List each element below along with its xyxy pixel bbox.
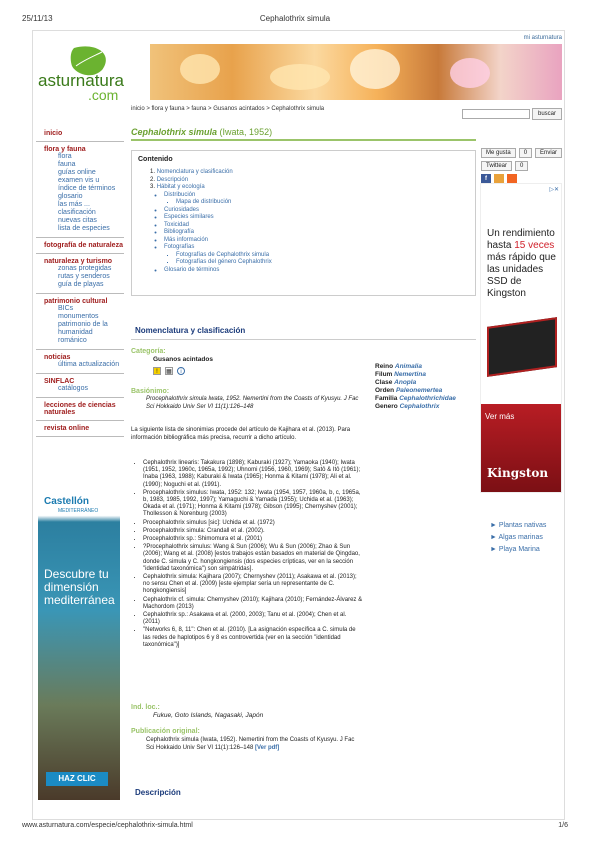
right-link[interactable]: ► Playa Marina xyxy=(490,546,540,553)
sidebar-item[interactable]: última actualización xyxy=(58,361,120,368)
ad-more-link[interactable]: Ver más xyxy=(485,412,515,421)
sidebar-item[interactable]: guías online xyxy=(58,169,96,176)
toc-link[interactable]: Distribución xyxy=(164,191,196,198)
sidebar-item[interactable]: flora xyxy=(58,153,72,160)
photo-icon[interactable]: ▦ xyxy=(166,369,172,375)
sidebar-section-flora xyxy=(36,142,124,238)
sidebar-item[interactable]: rutas y senderos xyxy=(58,273,110,280)
sidebar-section-lecciones[interactable] xyxy=(36,398,124,421)
toc-link[interactable]: Más información xyxy=(164,236,209,243)
synonyms-intro: La siguiente lista de sinonimias procede del artículo de Kajihara et al. (2013). Para información bibliográfica más precisa, recurrir a dicho artículo. xyxy=(131,427,351,441)
print-title: Cephalothrix simula xyxy=(259,14,331,23)
sidebar-section-revista[interactable] xyxy=(36,421,124,437)
sidebar-head[interactable]: inicio xyxy=(44,130,63,137)
facebook-icon[interactable]: f xyxy=(481,174,491,184)
toc-link[interactable]: Fotografías del género Cephalothrix xyxy=(176,259,272,265)
species-author: (Iwata, 1952) xyxy=(219,127,273,137)
print-header xyxy=(22,14,568,23)
list-item: • Cephalothrix simula: Kajihara (2007); Chernyshev (2011); Asakawa et al. (2013); no sensu Chen et al. (2009) [este ejemplar sería un representante de C. hongkongiensis] xyxy=(143,574,363,596)
sidebar-item[interactable]: fauna xyxy=(58,161,76,168)
ad-text: Un rendimiento hasta 15 veces más rápido que las unidades SSD de Kingston xyxy=(487,228,556,299)
toc-link[interactable]: Mapa de distribución xyxy=(176,199,232,205)
sidebar-item[interactable]: románico xyxy=(58,337,87,344)
toc-link[interactable]: Fotografías de Cephalothrix simula xyxy=(176,251,270,258)
ind-loc-label: Ind. loc.: xyxy=(131,704,160,711)
print-date: 25/11/13 xyxy=(22,14,53,23)
toc-number: 2. xyxy=(150,176,156,183)
kingston-ad[interactable] xyxy=(480,183,562,493)
info-icon[interactable]: ! xyxy=(153,367,161,375)
sidebar-section-sinflac xyxy=(36,374,124,398)
sidebar-head[interactable]: lecciones de ciencias naturales xyxy=(44,402,116,416)
sidebar-item[interactable]: clasificación xyxy=(58,209,96,216)
toc-number: 1. xyxy=(150,169,156,175)
ad-headline: Descubre tu dimensión mediterránea xyxy=(44,567,115,607)
ad-brand-sub: MEDITERRÁNEO xyxy=(58,508,99,514)
basionimo-label: Basiónimo: xyxy=(131,388,170,395)
tweet-count: 0 xyxy=(515,161,528,171)
svg-text:.com: .com xyxy=(88,87,119,103)
header-banner xyxy=(150,44,562,100)
list-item: • Procephalothrix simula: Crandall et al. (2002). xyxy=(143,528,363,535)
list-item: • Cephalothrix cf. simula: Chernyshev (2010); Kajihara (2010); Fernández-Álvarez & Machordom (2013) xyxy=(143,597,363,611)
sidebar-section-inicio[interactable] xyxy=(36,126,124,142)
sidebar-item[interactable]: BICs xyxy=(58,305,74,312)
kingston-logo: Kingston xyxy=(487,466,549,480)
sidebar-item[interactable]: lista de especies xyxy=(58,225,110,232)
site-logo[interactable] xyxy=(36,44,146,104)
section-heading-nomenclatura: Nomenclatura y clasificación xyxy=(135,326,246,335)
sidebar-item[interactable]: glosario xyxy=(58,193,83,200)
publicacion-label: Publicación original: xyxy=(131,728,200,735)
sidebar-head[interactable]: patrimonio cultural xyxy=(44,298,108,305)
toc-heading: Contenido xyxy=(138,156,173,163)
leaf-icon xyxy=(36,44,146,104)
synonym-list xyxy=(143,460,363,650)
sidebar-head[interactable]: naturaleza y turismo xyxy=(44,258,113,265)
sidebar-head[interactable]: flora y fauna xyxy=(44,146,86,153)
svg-text:asturnatura: asturnatura xyxy=(38,71,124,90)
list-item: • Procephalothrix sp.: Shimomura et al. (2001) xyxy=(143,536,363,543)
taxon-link[interactable]: Cephalothrichidae xyxy=(399,395,456,402)
right-link[interactable]: ► Plantas nativas xyxy=(490,522,547,529)
pdf-link[interactable]: [Ver pdf] xyxy=(254,744,280,751)
sidebar-section-turismo xyxy=(36,254,124,294)
toc-number: 3. xyxy=(150,184,156,190)
toc-link[interactable]: Curiosidades xyxy=(164,206,200,213)
globe-icon[interactable]: i xyxy=(177,367,185,375)
sidebar-section-patrimonio xyxy=(36,294,124,350)
list-item: • "Networks 6, 8, 11": Chen et al. (2010). [La asignación específica a C. simula de las redes de haplotipos 6 y 8 es controvertida (ver en la sección "identidad taxonómica")] xyxy=(143,627,363,649)
sidebar-item[interactable]: guía de playas xyxy=(58,281,104,288)
right-links xyxy=(490,520,546,556)
sidebar-head[interactable]: fotografía de naturaleza xyxy=(44,242,123,249)
list-item: • ?Procephalothrix simulus: Wang & Sun (2006); Wu & Sun (2006); Zhao & Sun (2006); Wang et al. (2008) [estos trabajos están basados en material de Qingdao, donde C. simula y C. hongkongiensis (dos especies crípticas, ver en la sección "identidad taxonómica") son simpátridas]. xyxy=(143,544,363,573)
ssd-image xyxy=(487,317,557,377)
toc-link[interactable]: Hábitat y ecología xyxy=(156,184,205,190)
taxon-link[interactable]: Anopla xyxy=(394,379,417,386)
sidebar-item[interactable]: monumentos xyxy=(58,313,99,320)
taxon-link[interactable]: Animalia xyxy=(394,363,422,370)
taxonomy-block: Reino Animalia Filum Nemertina Clase Anopla Orden Paleonemertea Familia Cephalothrichidae Genero Cephalothrix xyxy=(375,363,456,410)
toc-link[interactable]: Especies similares xyxy=(164,214,214,220)
tweet-button[interactable]: Twittear xyxy=(481,161,512,171)
like-count: 0 xyxy=(519,148,532,158)
ind-loc-value: Fukue, Goto Islands, Nagasaki, Japón xyxy=(153,712,264,719)
categoria-value[interactable]: Gusanos acintados xyxy=(153,356,213,363)
toc-link[interactable]: Glosario de términos xyxy=(164,266,220,273)
print-url: www.asturnatura.com/especie/cephalothrix-simula.html xyxy=(22,822,193,829)
page-title xyxy=(131,127,476,141)
categoria-label: Categoría: xyxy=(131,348,166,355)
toc-link[interactable]: Bibliografía xyxy=(164,229,195,235)
print-footer xyxy=(22,822,568,829)
send-button[interactable]: Enviar xyxy=(535,148,562,158)
search-input[interactable] xyxy=(462,109,530,119)
castellon-ad[interactable] xyxy=(38,484,120,800)
taxon-link[interactable]: Nemertina xyxy=(394,371,426,378)
sidebar-item[interactable]: examen vis u xyxy=(58,177,100,184)
sidebar-item[interactable]: patrimonio de la humanidad xyxy=(58,321,108,336)
toc-link[interactable]: Toxicidad xyxy=(164,221,190,228)
sidebar-nav xyxy=(36,126,124,437)
taxon-link[interactable]: Paleonemertea xyxy=(395,387,443,394)
table-of-contents xyxy=(131,150,476,296)
toc-link[interactable]: Fotografías xyxy=(164,244,195,250)
list-item: • Procephalothrix simulus [sic]: Uchida et al. (1972) xyxy=(143,520,363,527)
taxon-link[interactable]: Cephalothrix xyxy=(399,403,440,410)
adchoices-icon[interactable]: ▷✕ xyxy=(549,187,559,193)
basionimo-text: Procephalothrix simula Iwata, 1952. Nemertini from the Coasts of Kyusyu. J Fac Sci Hokkaido Univ Ser VI 11(1):126–148 xyxy=(146,396,359,410)
sidebar-head[interactable]: SINFLAC xyxy=(44,378,75,385)
ad-brand: Castellón xyxy=(44,496,90,507)
section-heading-descripcion: Descripción xyxy=(135,788,181,797)
publicacion-text: Cephalothrix simula (Iwata, 1952). Nemertini from the Coasts of Kyusyu. J Fac Sci Hokkaido Univ Ser VI 11(1):126–148 [Ver pdf] xyxy=(146,737,355,751)
sidebar-item[interactable]: catálogos xyxy=(58,385,88,392)
list-item: • Cephalothrix sp.: Asakawa et al. (2000, 2003); Tanu et al. (2004); Chen et al. (2011) xyxy=(143,612,363,626)
species-name: Cephalothrix simula xyxy=(131,127,218,137)
sidebar-head[interactable]: noticias xyxy=(44,354,71,361)
sidebar-item[interactable]: índice de términos xyxy=(58,185,116,192)
toc-link[interactable]: Descripción xyxy=(156,176,189,183)
search-button[interactable]: buscar xyxy=(532,108,562,120)
sidebar-section-foto[interactable] xyxy=(36,238,124,254)
divider xyxy=(131,339,476,340)
breadcrumb[interactable]: inicio > flora y fauna > fauna > Gusanos acintados > Cephalothrix simula xyxy=(131,106,325,112)
category-icons xyxy=(153,367,185,375)
like-button[interactable]: Me gusta xyxy=(481,148,516,158)
sidebar-section-noticias xyxy=(36,350,124,374)
list-item: • Cephalothrix linearis: Takakura (1898); Kaburaki (1927); Yamaoka (1940); Iwata (1951, 1952, 1960c, 1965a, 1992); Uhnomi (1956, 1960, 1969); Satô & Itô (1961); Inaba (1963, 1988); Kaburaki & Iwata (1965); Honma & Kitami (1978); Ali et al. (1990); Noguchi et al. (1991). xyxy=(143,460,363,489)
mi-asturnatura-link[interactable]: mi asturnatura xyxy=(523,35,562,41)
toc-link[interactable]: Nomenclatura y clasificación xyxy=(156,169,233,175)
share-box xyxy=(481,148,562,187)
right-link[interactable]: ► Algas marinas xyxy=(490,534,543,541)
sidebar-item[interactable]: las más ... xyxy=(58,201,90,208)
list-item: • Procephalothrix simulus: Iwata, 1952: 132; Iwata (1954, 1957, 1960a, b, c, 1965a, b, 1983, 1985, 1992, 1997); Yamaguchi & Yamada (1955); Uchida et al. (1963); Okada et al. (1971); Honma & Kitami (1978); Gibson (1995); Chernyshev (2001); Thollesson & Norenburg (2003) xyxy=(143,490,363,519)
sidebar-item[interactable]: zonas protegidas xyxy=(58,265,112,272)
sidebar-head[interactable]: revista online xyxy=(44,425,90,432)
print-page: 1/6 xyxy=(558,822,568,829)
sidebar-item[interactable]: nuevas citas xyxy=(58,217,97,224)
ad-cta-button[interactable]: HAZ CLIC xyxy=(46,772,108,786)
